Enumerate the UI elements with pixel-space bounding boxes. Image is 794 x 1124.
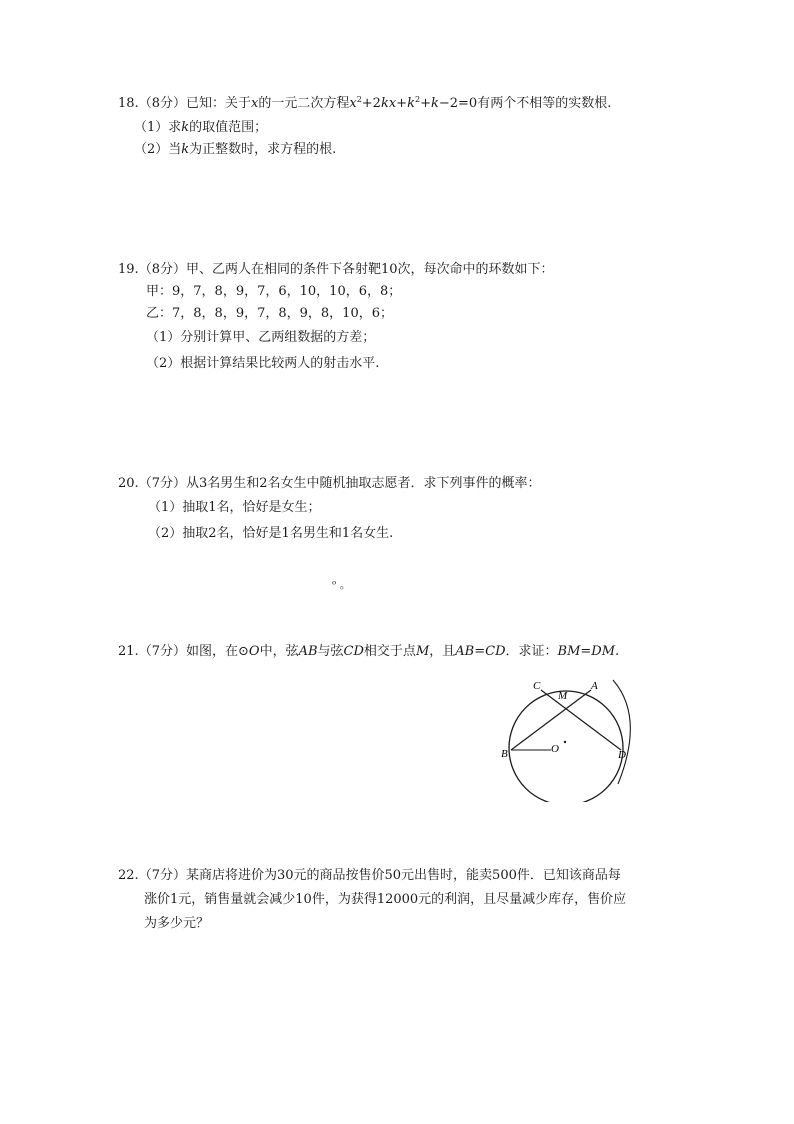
q21-s5: ，且 <box>429 644 456 659</box>
q21-s1: 如图，在 <box>185 644 238 659</box>
chord-cd <box>541 690 621 750</box>
q18-stem <box>118 92 611 111</box>
q21-ab2: AB <box>455 644 475 659</box>
q18-var-x: x <box>250 96 259 111</box>
q22-number: 22. <box>118 868 139 883</box>
q18-eq-x: x <box>349 96 357 111</box>
q18-number: 18. <box>118 96 139 111</box>
q18-part2 <box>134 138 336 157</box>
stray-marks: ᵒ 。 <box>332 578 351 591</box>
q19-score: （8分） <box>138 262 186 277</box>
q21-number: 21. <box>118 644 139 659</box>
q18-stem-intro: 已知：关于 <box>185 96 251 111</box>
q18-p2-post: 为正整数时，求方程的根. <box>189 142 337 157</box>
q20-part2: （2）抽取2名，恰好是1名男生和1名女生. <box>148 526 394 541</box>
q18-exp-a: 2 <box>356 95 362 104</box>
q21-cd2: CD <box>485 644 506 659</box>
q19-yi-label: 乙： <box>146 306 173 321</box>
q18-exp-b: 2 <box>414 95 421 104</box>
label-o: O <box>551 743 559 755</box>
q18-part1 <box>134 116 267 135</box>
q21-circle-o: O <box>248 644 260 659</box>
q21-cd1: CD <box>343 644 364 659</box>
q21-s4: 相交于点 <box>363 644 416 659</box>
q20-stem-text: 从3名男生和2名女生中随机抽取志愿者．求下列事件的概率： <box>185 476 541 491</box>
q19-stem-text: 甲、乙两人在相同的条件下各射靶10次，每次命中的环数如下： <box>185 262 554 277</box>
q18-eq-kx: kx <box>380 96 397 111</box>
q18-p1-post: 的取值范围； <box>189 120 268 135</box>
q22-line1 <box>118 864 621 883</box>
label-d: D <box>618 749 626 761</box>
q21-s7: ．求证： <box>505 644 558 659</box>
q21-s2: 中，弦 <box>259 644 299 659</box>
center-point <box>564 741 566 743</box>
q18-stem-mid: 的一元二次方程 <box>258 96 350 111</box>
q21-s8: = <box>580 644 592 659</box>
q21-ab1: AB <box>298 644 318 659</box>
q21-m: M <box>415 644 430 659</box>
q22-line3: 为多少元？ <box>144 916 210 931</box>
q19-part1: （1）分别计算甲、乙两组数据的方差； <box>146 330 376 345</box>
q22-line1-text: 某商店将进价为30元的商品按售价50元出售时，能卖500件．已知该商品每 <box>185 868 621 883</box>
q21-figure <box>495 672 675 802</box>
figure-outer-arc <box>613 680 630 784</box>
q19-stem <box>118 258 554 277</box>
q20-score: （7分） <box>138 476 186 491</box>
q18-eq-tail: −2=0 <box>438 96 478 111</box>
q22-line2: 涨价1元，销售量就会减少10件，为获得12000元的利润，且尽量减少库存，售价应 <box>144 892 627 907</box>
q18-eq-plus3: + <box>420 96 431 111</box>
q21-s9: . <box>615 644 620 659</box>
q18-p2-k: k <box>181 142 190 157</box>
q18-eq-plus1: +2 <box>361 96 381 111</box>
q21-stem <box>118 640 619 659</box>
q19-part2: （2）根据计算结果比较两人的射击水平. <box>146 356 380 371</box>
q21-score: （7分） <box>138 644 186 659</box>
q18-p2-pre: （2）当 <box>134 142 182 157</box>
q21-circle-symbol: ⊙ <box>237 644 249 659</box>
q19-jia-label: 甲： <box>146 284 173 299</box>
q21-s6: = <box>474 644 486 659</box>
q21-dm: DM <box>591 644 616 659</box>
q18-stem-end: 有两个不相等的实数根. <box>477 96 612 111</box>
q18-eq-plus2: + <box>396 96 408 111</box>
q18-eq-k2: k <box>407 96 415 111</box>
q19-jia-values: 9，7，8，9，7，6，10，10，6，8； <box>172 284 402 299</box>
chord-ab <box>511 690 591 750</box>
q20-part1: （1）抽取1名，恰好是女生； <box>148 500 321 515</box>
q22-score: （7分） <box>138 868 186 883</box>
q20-stem <box>118 472 541 491</box>
q21-s3: 与弦 <box>317 644 344 659</box>
q20-number: 20. <box>118 476 139 491</box>
label-b: B <box>501 748 508 760</box>
q18-eq-k: k <box>430 96 439 111</box>
q19-yi-values: 7，8，8，9，7，8，9，8，10，6； <box>172 306 393 321</box>
label-m: M <box>558 690 568 702</box>
label-c: C <box>533 680 541 692</box>
q18-score: （8分） <box>138 96 186 111</box>
q19-number: 19. <box>118 262 139 277</box>
q21-bm: BM <box>557 644 581 659</box>
q19-jia-row <box>146 280 401 299</box>
q18-p1-pre: （1）求 <box>134 120 182 135</box>
figure-circle <box>509 691 623 802</box>
label-a: A <box>591 680 598 692</box>
q18-p1-k: k <box>181 120 190 135</box>
q19-yi-row <box>146 302 393 321</box>
